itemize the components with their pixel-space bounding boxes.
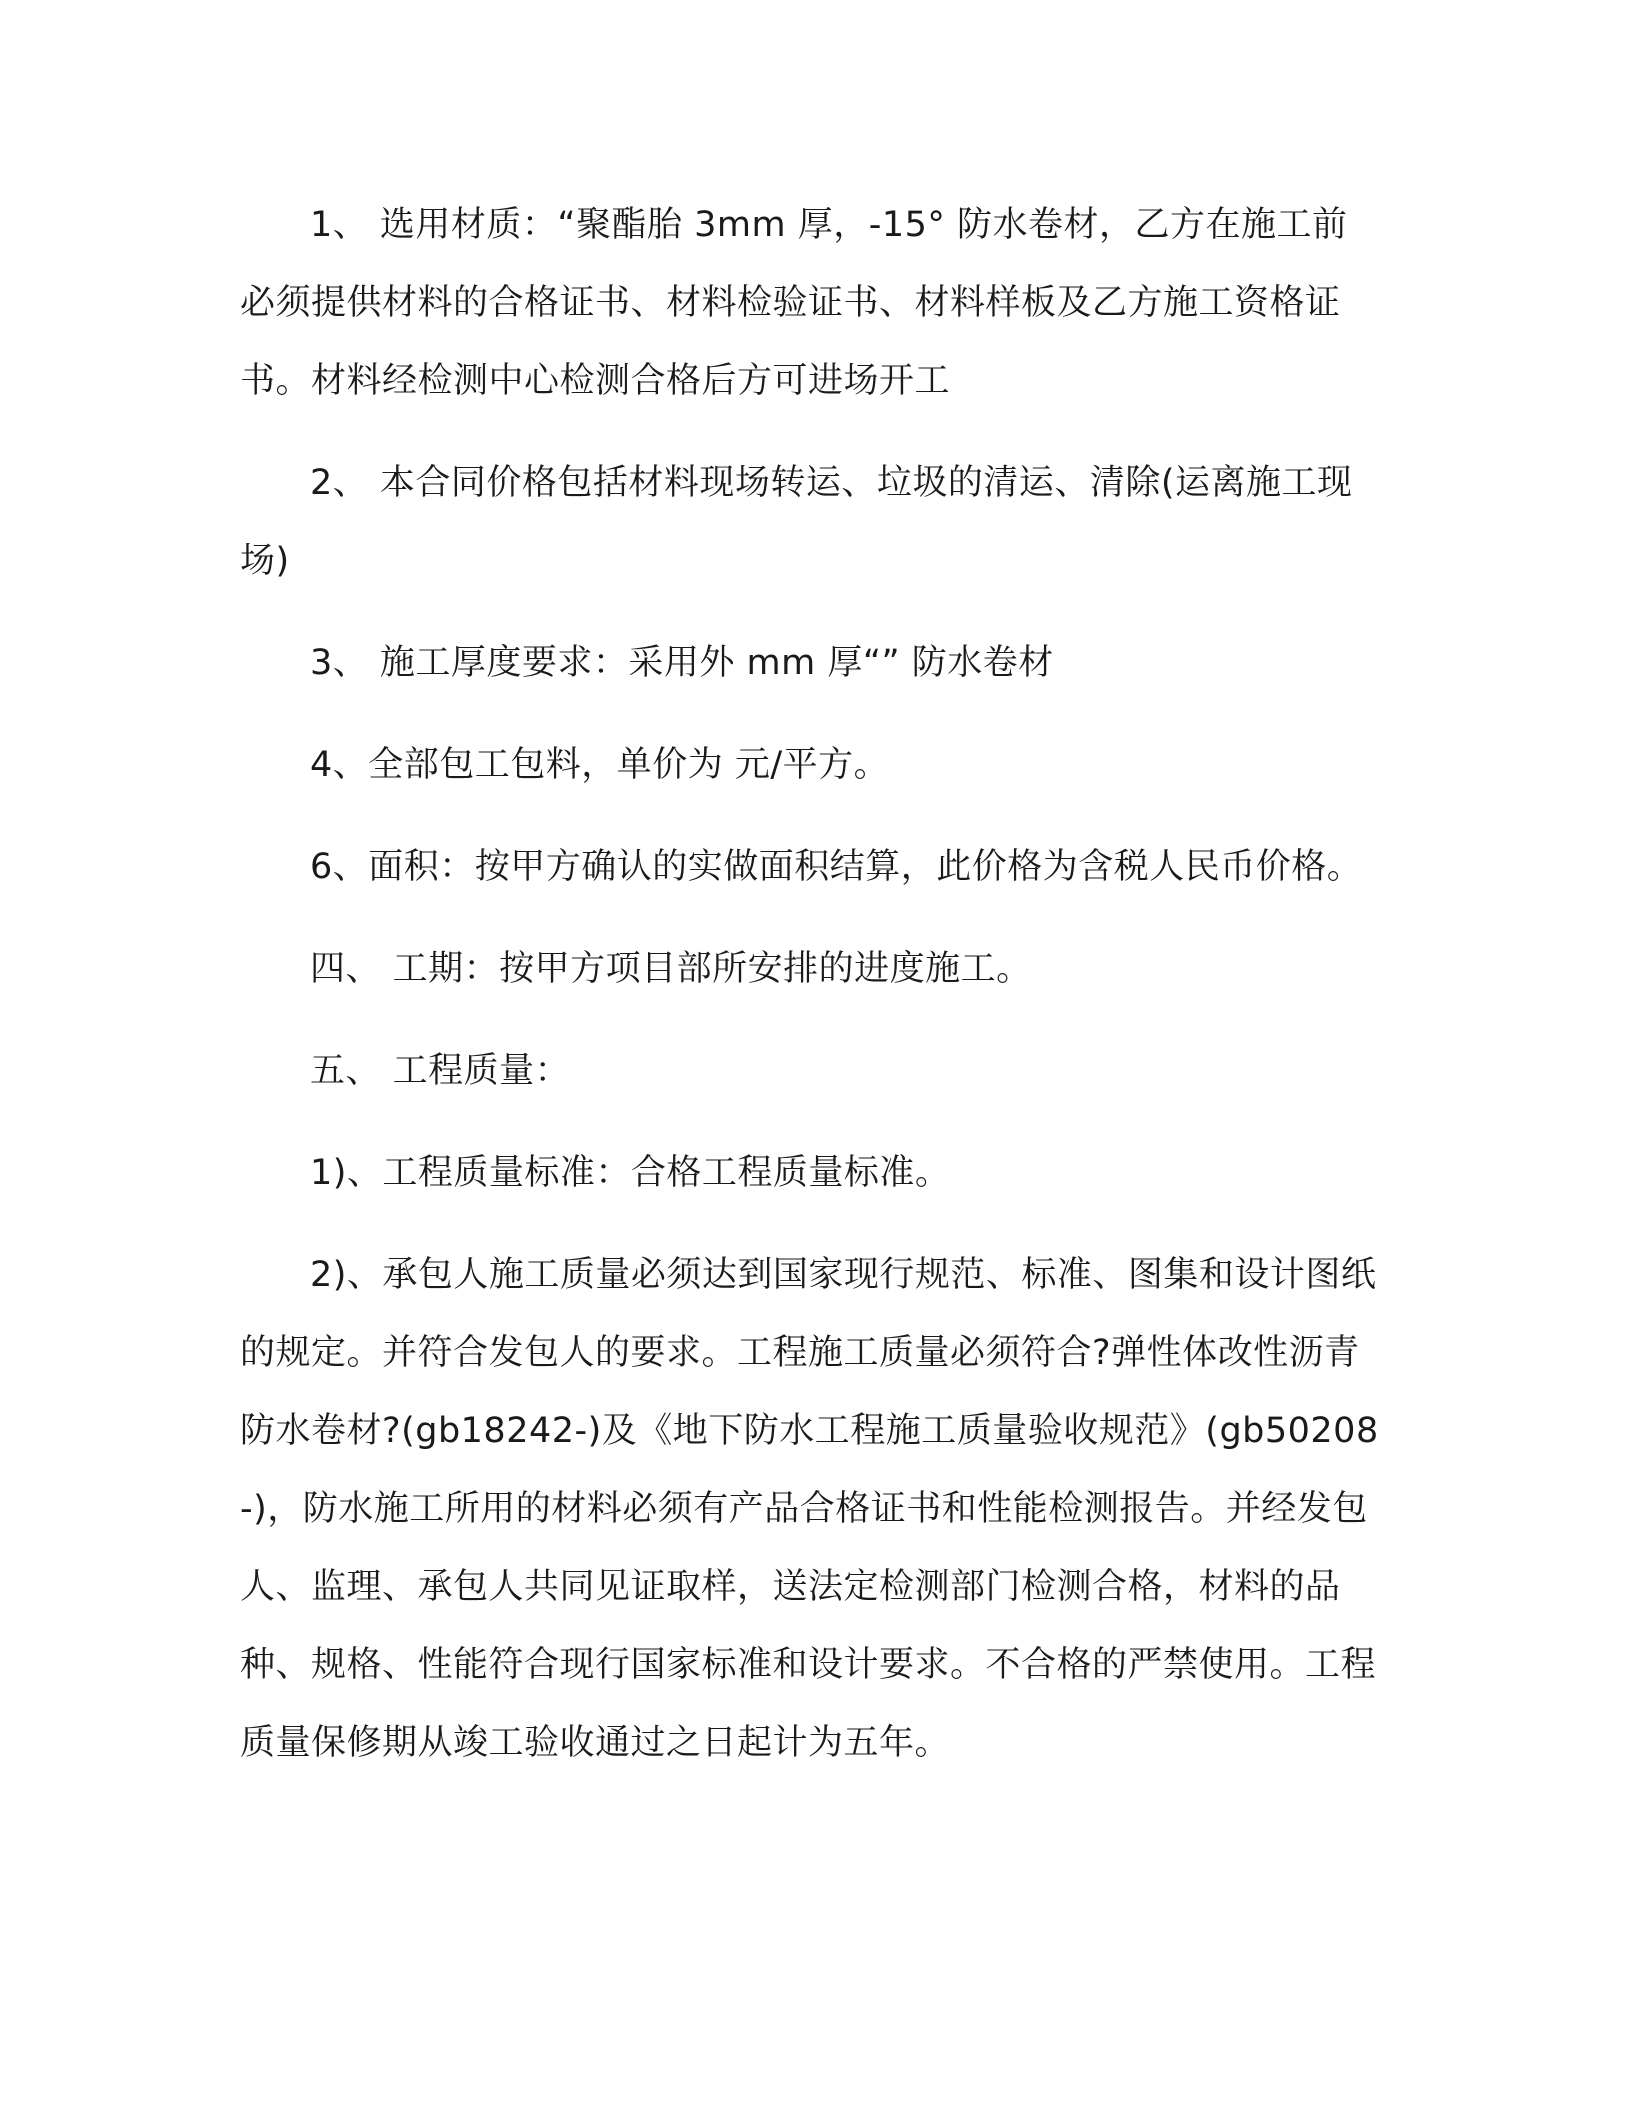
paragraph-material: 1、 选用材质：“聚酯胎 3mm 厚，-15° 防水卷材，乙方在施工前必须提供材料的合格证书、材料检验证书、材料样板及乙方施工资格证书。材料经检测中心检测合格后方可进场开工 [240,205,1348,401]
section-heading-schedule: 四、 工期：按甲方项目部所安排的进度施工。 [310,949,1032,989]
paragraph-thickness: 3、 施工厚度要求：采用外 mm 厚“” 防水卷材 [310,643,1054,683]
paragraph-unit-price: 4、全部包工包料，单价为 元/平方。 [310,745,890,785]
paragraph-quality-standard: 1)、工程质量标准：合格工程质量标准。 [310,1153,951,1193]
paragraph-quality-requirements: 2)、承包人施工质量必须达到国家现行规范、标准、图集和设计图纸的规定。并符合发包人的要求。工程施工质量必须符合?弹性体改性沥青防水卷材?(gb18242-)及《地下防水工程施工质量验收规范》(gb50208-)，防水施工所用的材料必须有产品合格证书和性能检测报告。并经发包人、监理、承包人共同见证取样，送法定检测部门检测合格，材料的品种、规格、性能符合现行国家标准和设计要求。不合格的严禁使用。工程质量保修期从竣工验收通过之日起计为五年。 [240,1255,1379,1763]
paragraph-area: 6、面积：按甲方确认的实做面积结算，此价格为含税人民币价格。 [310,847,1363,887]
document-body [240,186,1380,1806]
paragraph-price-scope: 2、 本合同价格包括材料现场转运、垃圾的清运、清除(运离施工现场) [240,463,1353,581]
section-heading-quality: 五、 工程质量： [310,1051,571,1091]
